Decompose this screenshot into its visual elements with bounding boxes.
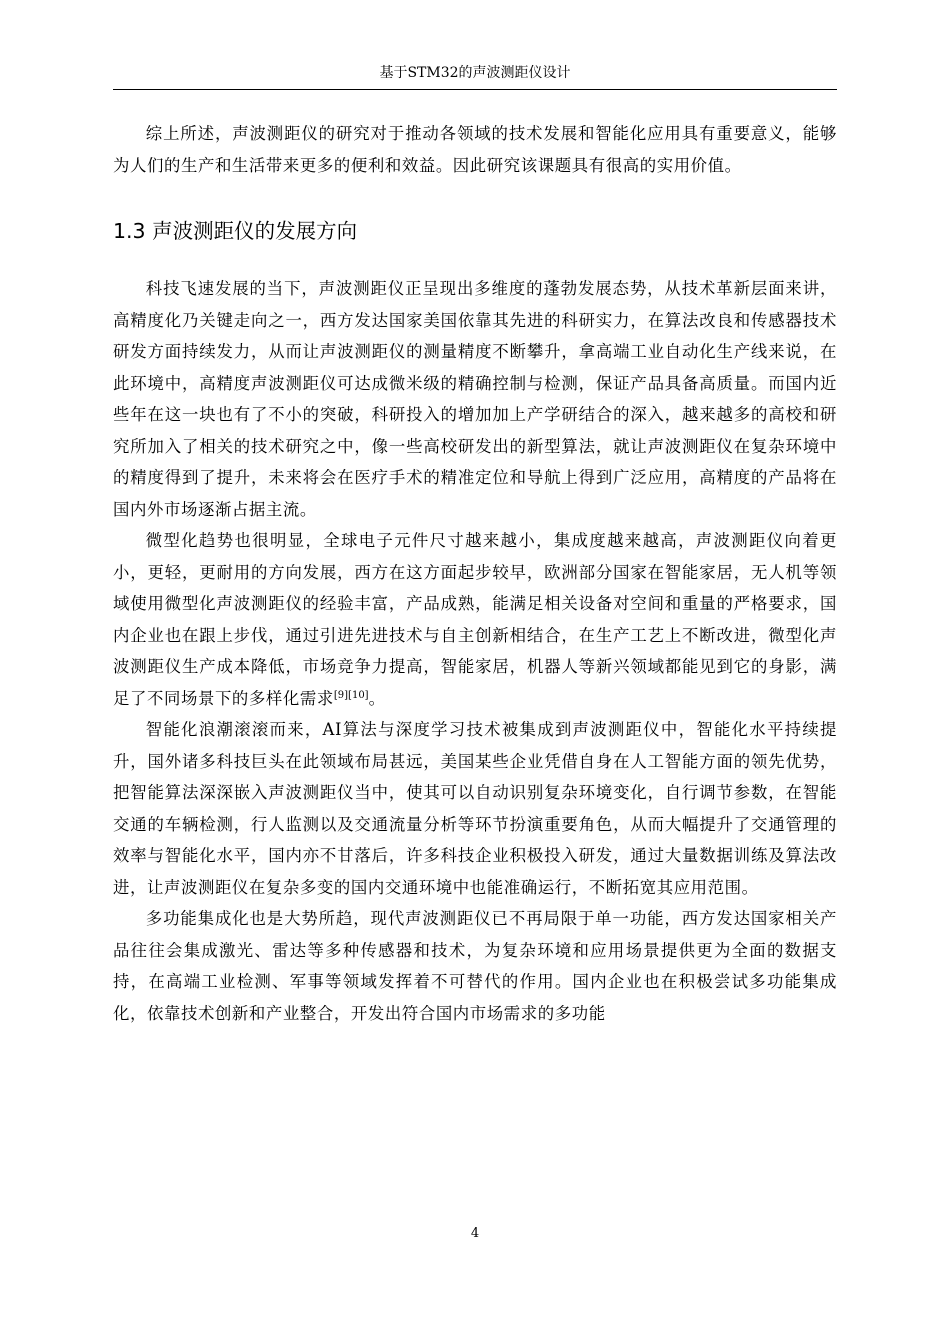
- body-paragraph-precision: 科技飞速发展的当下，声波测距仪正呈现出多维度的蓬勃发展态势，从技术革新层面来讲，高精度化乃关键走向之一，西方发达国家美国依靠其先进的科研实力，在算法改良和传感器技术研发方面持续发力，从而让声波测距仪的测量精度不断攀升，拿高端工业自动化生产线来说，在此环境中，高精度声波测距仪可达成微米级的精确控制与检测，保证产品具备高质量。而国内近些年在这一块也有了不小的突破，科研投入的增加加上产学研结合的深入，越来越多的高校和研究所加入了相关的技术研究之中，像一些高校研发出的新型算法，就让声波测距仪在复杂环境中的精度得到了提升，未来将会在医疗手术的精准定位和导航上得到广泛应用，高精度的产品将在国内外市场逐渐占据主流。: [113, 279, 837, 519]
- page-body: [113, 118, 837, 1029]
- body-paragraph-integration: 多功能集成化也是大势所趋，现代声波测距仪已不再局限于单一功能，西方发达国家相关产品往往会集成激光、雷达等多种传感器和技术，为复杂环境和应用场景提供更为全面的数据支持，在高端工业检测、军事等领域发挥着不可替代的作用。国内企业也在积极尝试多功能集成化，依靠技术创新和产业整合，开发出符合国内市场需求的多功能: [113, 909, 837, 1023]
- running-header: 基于STM32的声波测距仪设计: [379, 65, 571, 81]
- body-paragraph-intelligence: 智能化浪潮滚滚而来，AI算法与深度学习技术被集成到声波测距仪中，智能化水平持续提升，国外诸多科技巨头在此领域布局甚远，美国某些企业凭借自身在人工智能方面的领先优势，把智能算法深深嵌入声波测距仪当中，使其可以自动识别复杂环境变化，自行调节参数，在智能交通的车辆检测，行人监测以及交通流量分析等环节扮演重要角色，从而大幅提升了交通管理的效率与智能化水平，国内亦不甘落后，许多科技企业积极投入研发，通过大量数据训练及算法改进，让声波测距仪在复杂多变的国内交通环境中也能准确运行，不断拓宽其应用范围。: [113, 720, 837, 897]
- paragraph-tail: 。: [368, 688, 386, 708]
- paragraph-text: 微型化趋势也很明显，全球电子元件尺寸越来越小，集成度越来越高，声波测距仪向着更小，更轻，更耐用的方向发展，西方在这方面起步较早，欧洲部分国家在智能家居，无人机等领域使用微型化声波测距仪的经验丰富，产品成熟，能满足相关设备对空间和重量的严格要求，国内企业也在跟上步伐，通过引进先进技术与自主创新相结合，在生产工艺上不断改进，微型化声波测距仪生产成本降低，市场竞争力提高，智能家居，机器人等新兴领域都能见到它的身影，满足了不同场景下的多样化需求: [113, 531, 837, 708]
- body-paragraph-miniaturization: [113, 525, 837, 714]
- body-paragraph-summary: 综上所述，声波测距仪的研究对于推动各领域的技术发展和智能化应用具有重要意义，能够为人们的生产和生活带来更多的便利和效益。因此研究该课题具有很高的实用价值。: [113, 124, 837, 175]
- header-rule: [113, 89, 837, 90]
- section-heading: 1.3 声波测距仪的发展方向: [113, 219, 358, 243]
- citation-reference[interactable]: [9][10]: [333, 689, 369, 701]
- page-number: 4: [470, 1226, 480, 1241]
